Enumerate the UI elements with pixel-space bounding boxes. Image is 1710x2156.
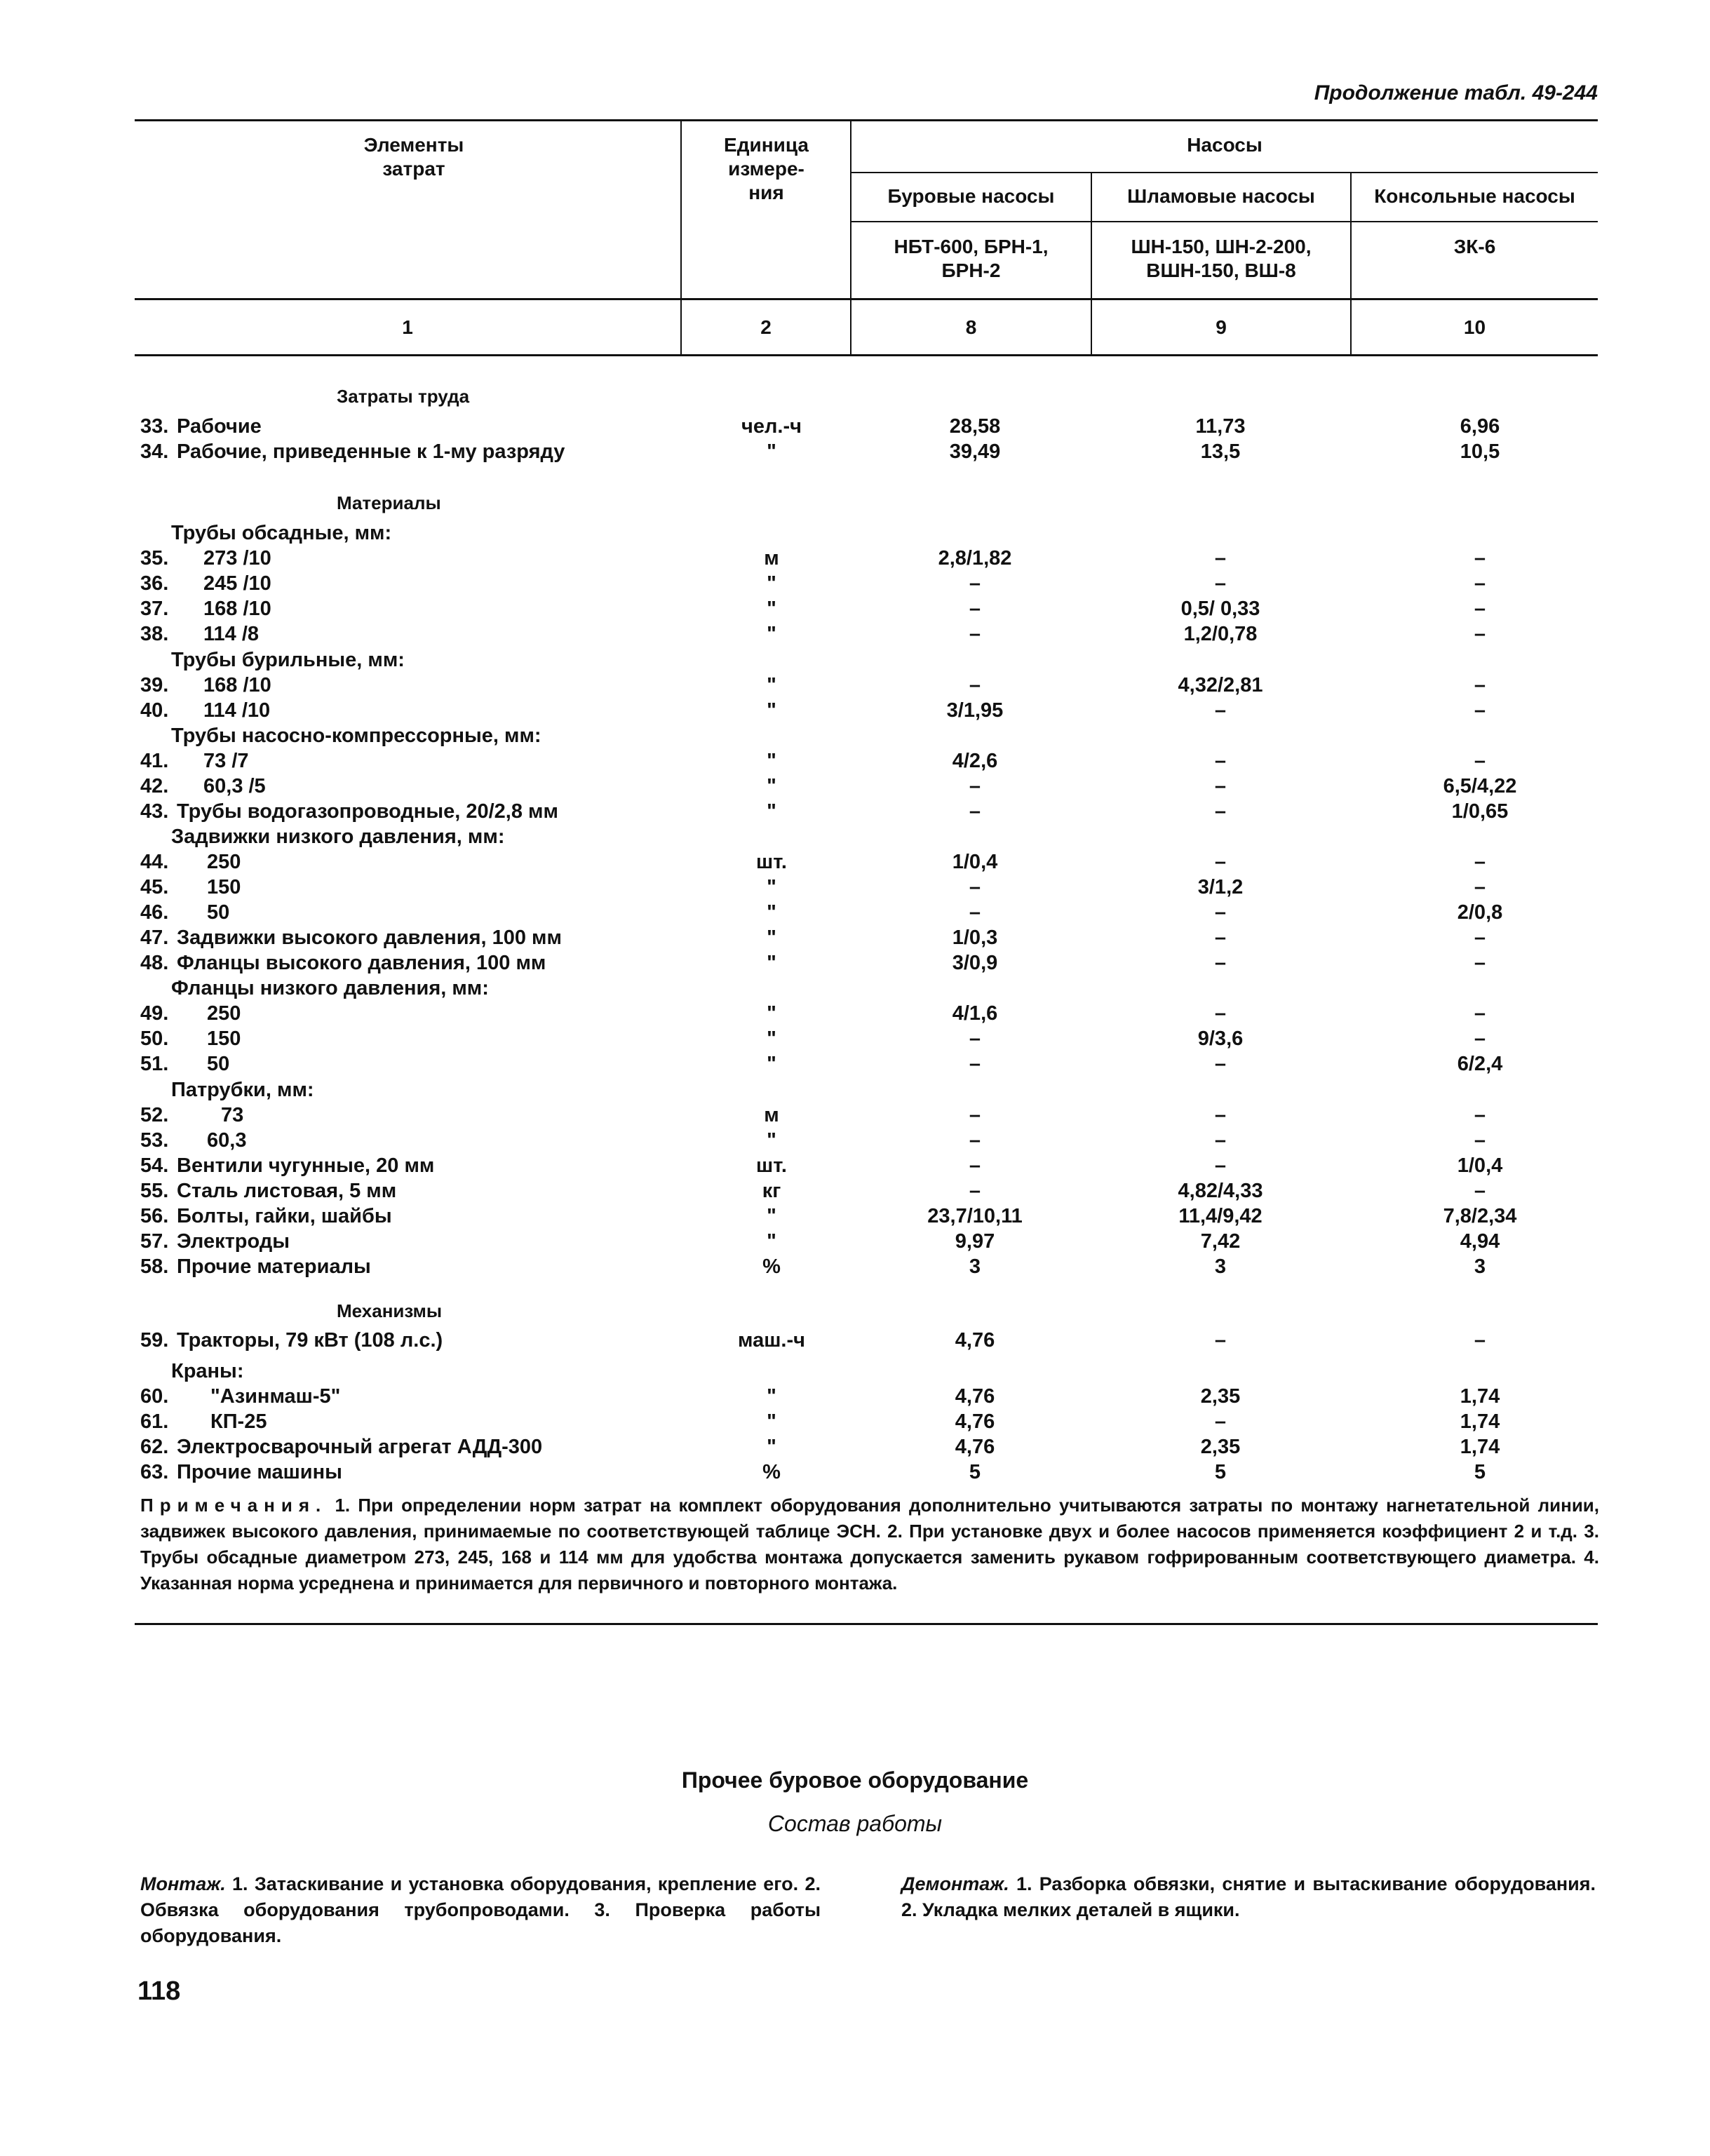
table-row <box>0 698 1710 723</box>
subhead-cranes: Краны: <box>171 1360 244 1382</box>
row-unit: " <box>767 1410 776 1433</box>
cell-col9: – <box>1214 1104 1227 1126</box>
cell-col9: 11,73 <box>1195 415 1246 438</box>
table-row <box>0 1026 1710 1051</box>
header-col9-model-line1: ШН-150, ШН-2-200, <box>1131 236 1312 257</box>
cell-col9: 11,4/9,42 <box>1178 1205 1263 1227</box>
row-label: 60,3 <box>207 1129 247 1152</box>
row-label: 114 /10 <box>203 699 271 722</box>
row-unit: " <box>767 876 776 898</box>
notes-heading: Примечания. <box>140 1495 328 1516</box>
row-number: 33. <box>140 415 169 438</box>
row-label: 73 <box>221 1104 244 1126</box>
row-unit: " <box>767 1205 776 1227</box>
cell-col10: 1,74 <box>1460 1410 1500 1433</box>
cell-col9: 0,5/ 0,33 <box>1180 598 1260 620</box>
cell-col9: – <box>1214 1129 1227 1152</box>
cell-col10: – <box>1474 598 1486 620</box>
cell-col9: – <box>1214 952 1227 974</box>
table-row <box>0 1204 1710 1229</box>
header-col8-model <box>851 235 1091 283</box>
cell-col8: – <box>969 1104 981 1126</box>
row-number: 46. <box>140 901 169 924</box>
cell-col10: – <box>1474 674 1486 696</box>
cell-col10: 6,96 <box>1460 415 1500 438</box>
cell-col9: 2,35 <box>1200 1385 1241 1408</box>
cell-col8: 4,76 <box>955 1410 995 1433</box>
row-number: 54. <box>140 1154 169 1177</box>
cell-col9: – <box>1214 750 1227 772</box>
table-row <box>0 1328 1710 1353</box>
row-label: 250 <box>207 851 241 873</box>
cell-col10: – <box>1474 547 1486 570</box>
row-label: Прочие машины <box>177 1461 342 1483</box>
cell-col10: – <box>1474 851 1486 873</box>
cell-col8: – <box>969 876 981 898</box>
row-number: 50. <box>140 1028 169 1050</box>
cell-col8: – <box>969 775 981 797</box>
row-label: 168 /10 <box>203 674 271 696</box>
cell-col8: – <box>969 572 981 595</box>
row-unit: " <box>767 1053 776 1075</box>
row-number: 39. <box>140 674 169 696</box>
row-number: 49. <box>140 1002 169 1025</box>
row-label: Задвижки высокого давления, 100 мм <box>177 927 562 949</box>
cell-col10: 2/0,8 <box>1457 901 1503 924</box>
row-unit: " <box>767 572 776 595</box>
table-row <box>0 1128 1710 1153</box>
cell-col8: – <box>969 1129 981 1152</box>
row-label: 50 <box>207 901 230 924</box>
cell-col8: 4,76 <box>955 1385 995 1408</box>
section-machines: Механизмы <box>337 1300 443 1321</box>
cell-col10: – <box>1474 572 1486 595</box>
row-label: 273 /10 <box>203 547 271 570</box>
cell-col8: 2,8/1,82 <box>938 547 1012 570</box>
cell-col9: 1,2/0,78 <box>1183 623 1258 645</box>
row-label: Прочие материалы <box>177 1255 371 1278</box>
cell-col9: – <box>1214 800 1227 823</box>
cell-col10: – <box>1474 1180 1486 1202</box>
row-unit: " <box>767 440 776 463</box>
row-number: 42. <box>140 775 169 797</box>
subhead-drill-pipes: Трубы бурильные, мм: <box>171 649 405 671</box>
row-label: Электроды <box>177 1230 290 1253</box>
row-unit: " <box>767 775 776 797</box>
table-row <box>0 414 1710 439</box>
cell-col9: – <box>1214 927 1227 949</box>
cell-col10: 3 <box>1474 1255 1486 1278</box>
row-label: Трубы водогазопроводные, 20/2,8 мм <box>177 800 558 823</box>
cell-col8: 5 <box>969 1461 981 1483</box>
cell-col8: 1/0,4 <box>952 851 998 873</box>
table-row <box>0 900 1710 925</box>
row-number: 60. <box>140 1385 169 1408</box>
row-unit: " <box>767 1385 776 1408</box>
section-materials: Материалы <box>337 492 441 513</box>
row-unit: м <box>764 1104 779 1126</box>
header-num-2: 2 <box>760 316 772 338</box>
row-label: Болты, гайки, шайбы <box>177 1205 392 1227</box>
cell-col8: – <box>969 901 981 924</box>
cell-col8: 3/1,95 <box>946 699 1004 722</box>
cell-col10: – <box>1474 1104 1486 1126</box>
row-number: 62. <box>140 1436 169 1458</box>
cell-col10: – <box>1474 927 1486 949</box>
cell-col10: 1,74 <box>1460 1436 1500 1458</box>
cell-col10: 1/0,65 <box>1451 800 1509 823</box>
subhead-casing-pipes: Трубы обсадные, мм: <box>171 522 392 544</box>
table-row <box>0 774 1710 799</box>
row-unit: " <box>767 927 776 949</box>
row-number: 63. <box>140 1461 169 1483</box>
table-row <box>0 546 1710 571</box>
row-label: Рабочие <box>177 415 262 438</box>
row-unit: " <box>767 1436 776 1458</box>
cell-col8: – <box>969 598 981 620</box>
row-number: 47. <box>140 927 169 949</box>
cell-col8: 4/1,6 <box>952 1002 998 1025</box>
table-row <box>0 875 1710 900</box>
table-row <box>0 1384 1710 1409</box>
subhead-low-pressure-valves: Задвижки низкого давления, мм: <box>171 826 505 848</box>
table-bottom-rule <box>135 1623 1598 1625</box>
table-row <box>0 1001 1710 1026</box>
row-number: 38. <box>140 623 169 645</box>
cell-col10: 4,94 <box>1460 1230 1500 1253</box>
row-number: 43. <box>140 800 169 823</box>
cell-col9: 13,5 <box>1200 440 1241 463</box>
row-number: 51. <box>140 1053 169 1075</box>
row-unit: маш.-ч <box>738 1329 805 1352</box>
subhead-tubing-pipes: Трубы насосно-компрессорные, мм: <box>171 725 541 747</box>
row-label: Рабочие, приведенные к 1-му разряду <box>177 440 565 463</box>
row-number: 36. <box>140 572 169 595</box>
row-unit: " <box>767 1230 776 1253</box>
table-row <box>0 1178 1710 1204</box>
cell-col10: – <box>1474 876 1486 898</box>
table-row <box>0 571 1710 596</box>
cell-col8: 4,76 <box>955 1436 995 1458</box>
header-col9-model-line2: ВШН-150, ВШ-8 <box>1146 260 1296 281</box>
row-unit: " <box>767 623 776 645</box>
cell-col9: – <box>1214 851 1227 873</box>
row-unit: шт. <box>756 1154 787 1177</box>
header-pumps: Насосы <box>1187 134 1263 156</box>
cell-col9: 4,32/2,81 <box>1178 674 1263 696</box>
header-unit <box>694 133 838 205</box>
row-label: Электросварочный агрегат АДД-300 <box>177 1436 543 1458</box>
cell-col9: – <box>1214 1154 1227 1177</box>
section-subtitle: Состав работы <box>767 1811 943 1836</box>
cell-col9: – <box>1214 572 1227 595</box>
row-number: 41. <box>140 750 169 772</box>
row-label: Сталь листовая, 5 мм <box>177 1180 397 1202</box>
cell-col9: 2,35 <box>1200 1436 1241 1458</box>
cell-col9: – <box>1214 901 1227 924</box>
row-unit: " <box>767 750 776 772</box>
row-number: 52. <box>140 1104 169 1126</box>
table-notes <box>140 1493 1599 1596</box>
cell-col10: – <box>1474 623 1486 645</box>
row-unit: " <box>767 1028 776 1050</box>
header-unit-line3: ния <box>748 182 784 203</box>
row-number: 56. <box>140 1205 169 1227</box>
row-unit: " <box>767 699 776 722</box>
cell-col9: 5 <box>1214 1461 1227 1483</box>
table-row <box>0 596 1710 621</box>
header-num-1: 1 <box>402 316 413 338</box>
table-row <box>0 1434 1710 1460</box>
header-num-8: 8 <box>965 316 977 338</box>
row-unit: " <box>767 1129 776 1152</box>
cell-col9: – <box>1214 1329 1227 1352</box>
row-label: 250 <box>207 1002 241 1025</box>
table-row <box>0 950 1710 976</box>
cell-col9: – <box>1214 1053 1227 1075</box>
row-number: 58. <box>140 1255 169 1278</box>
row-label: 150 <box>207 876 241 898</box>
cell-col8: – <box>969 674 981 696</box>
row-unit: " <box>767 952 776 974</box>
cell-col10: 5 <box>1474 1461 1486 1483</box>
row-label: 73 /7 <box>203 750 249 772</box>
cell-col10: – <box>1474 750 1486 772</box>
cell-col8: 4,76 <box>955 1329 995 1352</box>
header-elements-line2: затрат <box>382 158 445 180</box>
row-unit: % <box>762 1255 781 1278</box>
cell-col8: – <box>969 800 981 823</box>
cell-col8: 39,49 <box>949 440 1001 463</box>
cell-col10: – <box>1474 1129 1486 1152</box>
row-unit: шт. <box>756 851 787 873</box>
cell-col10: – <box>1474 1329 1486 1352</box>
row-unit: % <box>762 1461 781 1483</box>
row-unit: " <box>767 800 776 823</box>
row-number: 59. <box>140 1329 169 1352</box>
table-row <box>0 1254 1710 1279</box>
row-label: 114 /8 <box>203 623 260 645</box>
header-num-9: 9 <box>1216 316 1227 338</box>
cell-col8: – <box>969 1180 981 1202</box>
cell-col9: – <box>1214 547 1227 570</box>
row-label: Вентили чугунные, 20 мм <box>177 1154 435 1177</box>
cell-col8: 9,97 <box>955 1230 995 1253</box>
row-label: КП-25 <box>210 1410 267 1433</box>
header-col10-name: Консольные насосы <box>1374 185 1575 207</box>
cell-col8: 4/2,6 <box>952 750 998 772</box>
dismounting-text: 1. Разборка обвязки, снятие и вытаскивание оборудования. 2. Укладка мелких деталей в ящики. <box>901 1873 1596 1920</box>
subhead-nozzles: Патрубки, мм: <box>171 1079 314 1101</box>
row-number: 53. <box>140 1129 169 1152</box>
mounting-heading: Монтаж. <box>140 1873 226 1894</box>
row-unit: " <box>767 901 776 924</box>
row-unit: кг <box>762 1180 781 1202</box>
header-col8-model-line1: НБТ-600, БРН-1, <box>894 236 1049 257</box>
header-col9-name: Шламовые насосы <box>1127 185 1315 207</box>
row-label: "Азинмаш-5" <box>210 1385 341 1408</box>
dismounting-heading: Демонтаж. <box>901 1873 1009 1894</box>
table-row <box>0 673 1710 698</box>
cell-col8: – <box>969 1154 981 1177</box>
cell-col8: 1/0,3 <box>952 927 998 949</box>
row-number: 35. <box>140 547 169 570</box>
row-label: 168 /10 <box>203 598 271 620</box>
header-num-10: 10 <box>1463 316 1486 338</box>
page-number: 118 <box>137 1976 181 2006</box>
table-row <box>0 748 1710 774</box>
row-number: 57. <box>140 1230 169 1253</box>
table-row <box>0 925 1710 950</box>
header-col8-name: Буровые насосы <box>887 185 1055 207</box>
cell-col8: – <box>969 623 981 645</box>
row-label: 60,3 /5 <box>203 775 266 797</box>
cell-col10: – <box>1474 1002 1486 1025</box>
table-row <box>0 1460 1710 1485</box>
cell-col10: 7,8/2,34 <box>1443 1205 1517 1227</box>
cell-col10: – <box>1474 1028 1486 1050</box>
cell-col10: – <box>1474 699 1486 722</box>
subhead-low-pressure-flanges: Фланцы низкого давления, мм: <box>171 977 489 999</box>
cell-col8: – <box>969 1053 981 1075</box>
row-number: 34. <box>140 440 169 463</box>
row-label: 245 /10 <box>203 572 271 595</box>
header-col10-model: ЗК-6 <box>1453 236 1496 257</box>
table-row <box>0 1153 1710 1178</box>
section-labor: Затраты труда <box>337 386 470 407</box>
row-unit: " <box>767 674 776 696</box>
row-label: Тракторы, 79 кВт (108 л.с.) <box>177 1329 443 1352</box>
table-continuation-caption: Продолжение табл. 49-244 <box>1314 81 1598 105</box>
row-label: Фланцы высокого давления, 100 мм <box>177 952 546 974</box>
row-unit: " <box>767 1002 776 1025</box>
cell-col10: 10,5 <box>1460 440 1500 463</box>
row-unit: чел.-ч <box>741 415 802 438</box>
cell-col9: 3/1,2 <box>1197 876 1244 898</box>
table-row <box>0 621 1710 647</box>
mounting-text: 1. Затаскивание и установка оборудования, крепление его. 2. Обвязка оборудования трубопроводами. 3. Проверка работы оборудования. <box>140 1873 821 1946</box>
mounting-paragraph <box>140 1871 821 1949</box>
cell-col8: 23,7/10,11 <box>927 1205 1023 1227</box>
dismounting-paragraph <box>901 1871 1596 1923</box>
cell-col9: 9/3,6 <box>1197 1028 1244 1050</box>
row-number: 40. <box>140 699 169 722</box>
cell-col10: 6/2,4 <box>1457 1053 1503 1075</box>
row-number: 61. <box>140 1410 169 1433</box>
cell-col9: 7,42 <box>1200 1230 1241 1253</box>
cell-col10: 1/0,4 <box>1457 1154 1503 1177</box>
row-number: 44. <box>140 851 169 873</box>
cell-col8: 28,58 <box>949 415 1001 438</box>
table-row <box>0 1051 1710 1077</box>
cell-col9: 4,82/4,33 <box>1178 1180 1263 1202</box>
row-unit: м <box>764 547 779 570</box>
row-number: 45. <box>140 876 169 898</box>
row-number: 55. <box>140 1180 169 1202</box>
row-number: 37. <box>140 598 169 620</box>
row-number: 48. <box>140 952 169 974</box>
cell-col8: – <box>969 1028 981 1050</box>
row-label: 50 <box>207 1053 230 1075</box>
cell-col10: – <box>1474 952 1486 974</box>
header-col8-model-line2: БРН-2 <box>941 260 1001 281</box>
header-elements-line1: Элементы <box>363 134 464 156</box>
cell-col9: – <box>1214 699 1227 722</box>
cell-col9: 3 <box>1214 1255 1227 1278</box>
notes-text: 1. При определении норм затрат на комплект оборудования дополнительно учитываются затраты по монтажу нагнетательной линии, задвижек высокого давления, принимаемые по соответствующей таблице ЭСН. 2. При установке двух и более насосов применяется коэффициент 2 и т.д. 3. Трубы обсадные диаметром 273, 245, 168 и 114 мм для удобства монтажа допускается заменить рукавом гофрированным соответствующего диаметра. 4. Указанная норма усреднена и принимается для первичного и повторного монтажа. <box>140 1495 1600 1594</box>
row-unit: " <box>767 598 776 620</box>
cell-col9: – <box>1214 1002 1227 1025</box>
header-unit-line2: измере- <box>728 158 804 180</box>
cell-col8: 3 <box>969 1255 981 1278</box>
cell-col10: 1,74 <box>1460 1385 1500 1408</box>
header-unit-line1: Единица <box>724 134 809 156</box>
table-row <box>0 799 1710 824</box>
cell-col10: 6,5/4,22 <box>1443 775 1517 797</box>
cell-col9: – <box>1214 775 1227 797</box>
table-row <box>0 849 1710 875</box>
table-row <box>0 1103 1710 1128</box>
section-title: Прочее буровое оборудование <box>681 1767 1029 1793</box>
table-row <box>0 1229 1710 1254</box>
header-elements <box>309 133 519 181</box>
table-row <box>0 1409 1710 1434</box>
header-col9-model <box>1092 235 1350 283</box>
table-row <box>0 439 1710 464</box>
cell-col9: – <box>1214 1410 1227 1433</box>
row-label: 150 <box>207 1028 241 1050</box>
cell-col8: 3/0,9 <box>952 952 998 974</box>
